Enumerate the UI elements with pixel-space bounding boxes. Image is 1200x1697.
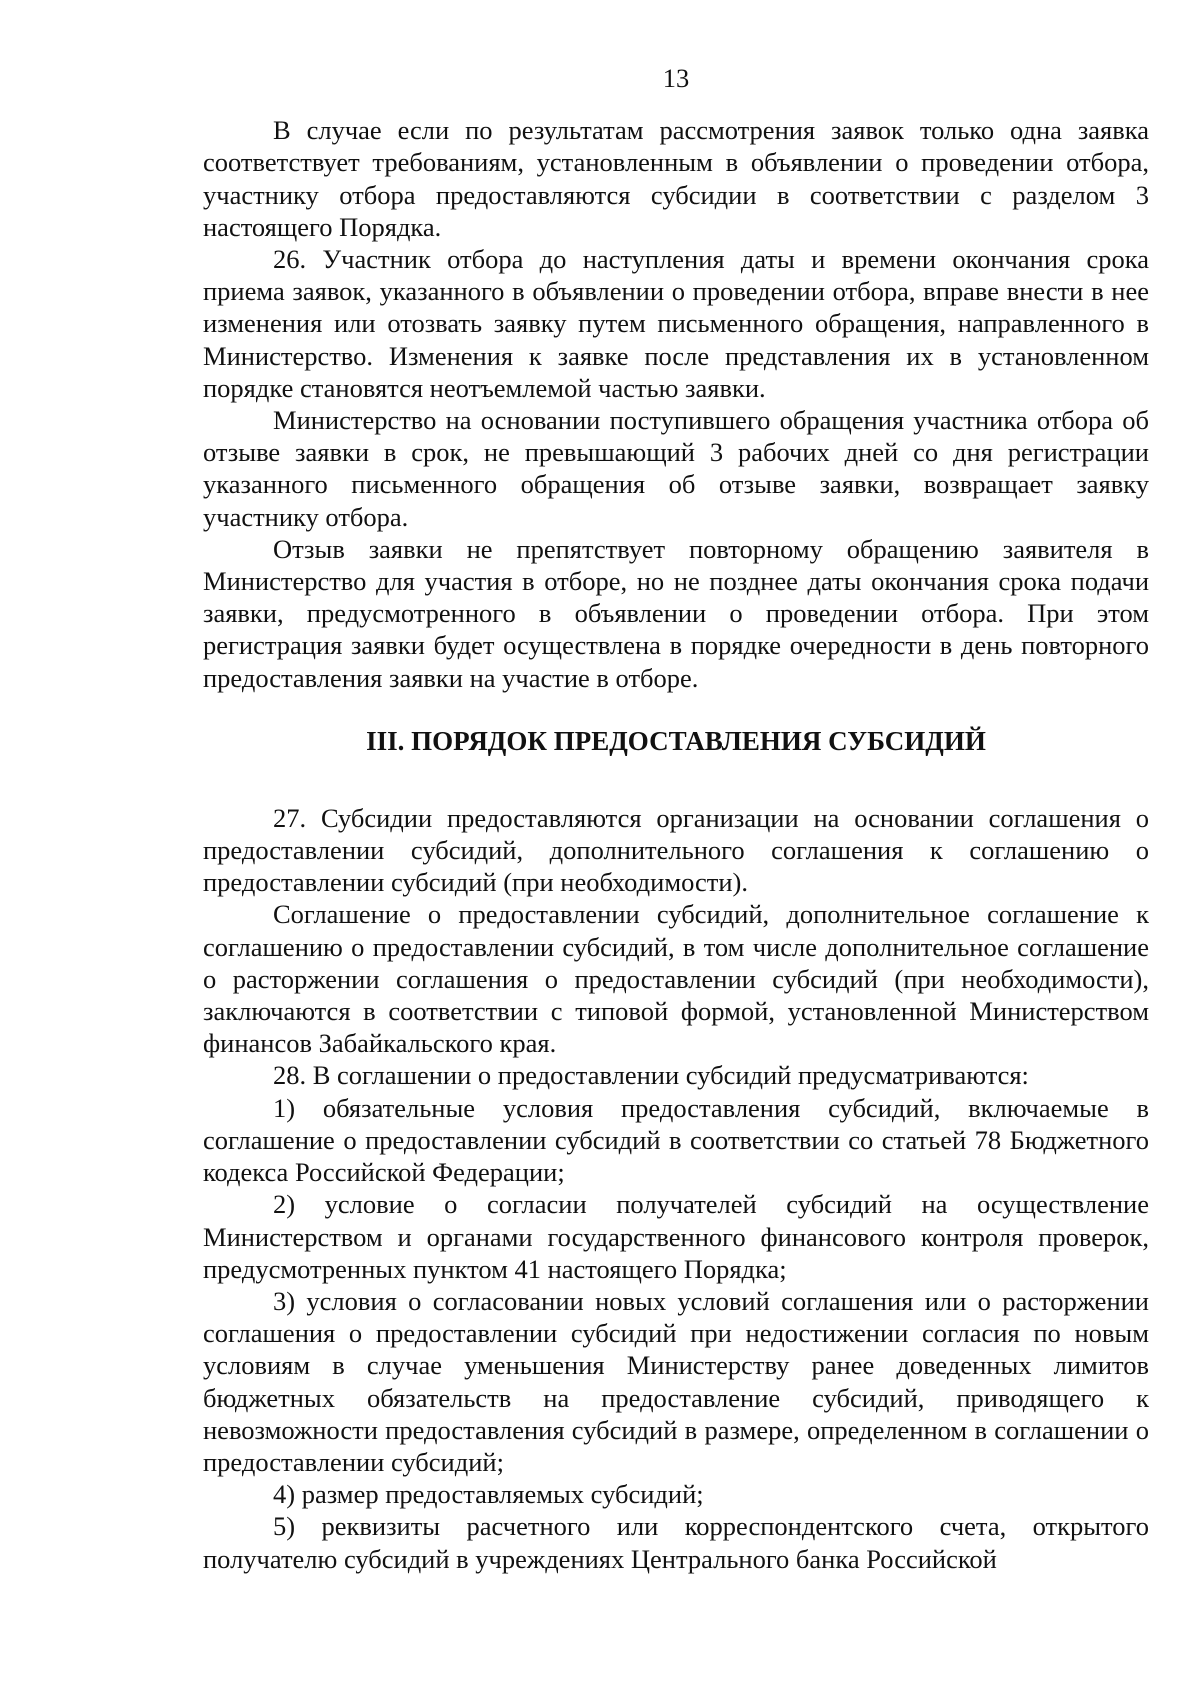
page-number: 13 (662, 63, 690, 93)
list-item: 1) обязательные условия предоставления субсидий, включаемые в соглашение о предоставлении субсидий в соответствии со статьей 78 Бюджетного кодекса Российской Федерации; (203, 1092, 1149, 1188)
list-item: 2) условие о согласии получателей субсидий на осуществление Министерством и органами государственного финансового контроля проверок, предусмотренных пунктом 41 настоящего Порядка; (203, 1189, 1149, 1284)
list-item: 4) размер предоставляемых субсидий; (273, 1479, 704, 1510)
paragraph: 26. Участник отбора до наступления даты и времени окончания срока приема заявок, указанного в объявлении о проведении отбора, вправе внести в нее изменения или отозвать заявку путем письменного обращения, направленного в Министерство. Изменения к заявке после представления их в установленном порядке становятся неотъемлемой частью заявки. (203, 244, 1149, 403)
section-heading: III. ПОРЯДОК ПРЕДОСТАВЛЕНИЯ СУБСИДИЙ (366, 725, 986, 756)
paragraph: В случае если по результатам рассмотрения заявок только одна заявка соответствует требованиям, установленным в объявлении о проведении отбора, участнику отбора предоставляются субсидии в соответствии с разделом 3 настоящего Порядка. (203, 115, 1149, 242)
paragraph: 27. Субсидии предоставляются организации на основании соглашения о предоставлении субсидий, дополнительного соглашения к соглашению о предоставлении субсидий (при необходимости). (203, 802, 1149, 898)
list-item: 5) реквизиты расчетного или корреспондентского счета, открытого получателю субсидий в учреждениях Центрального банка Российской (203, 1511, 1149, 1574)
paragraph: Соглашение о предоставлении субсидий, дополнительное соглашение к соглашению о предоставлении субсидий, в том числе дополнительное соглашение о расторжении соглашения о предоставлении субсидий (при необходимости), заключаются в соответствии с типовой формой, установленной Министерством финансов Забайкальского края. (203, 899, 1149, 1059)
paragraph: Отзыв заявки не препятствует повторному обращению заявителя в Министерство для участия в отборе, но не позднее даты окончания срока подачи заявки, предусмотренного в объявлении о проведении отбора. При этом регистрация заявки будет осуществлена в порядке очередности в день повторного предоставления заявки на участие в отборе. (203, 533, 1149, 693)
document-page (203, 62, 1149, 1575)
paragraph: Министерство на основании поступившего обращения участника отбора об отзыве заявки в срок, не превышающий 3 рабочих дней со дня регистрации указанного письменного обращения об отзыве заявки, возвращает заявку участнику отбора. (203, 405, 1149, 532)
list-item: 3) условия о согласовании новых условий соглашения или о расторжении соглашения о предоставлении субсидий при недостижении согласия по новым условиям в случае уменьшения Министерству ранее доведенных лимитов бюджетных обязательств на предоставление субсидий, приводящего к невозможности предоставления субсидий в размере, определенном в соглашении о предоставлении субсидий; (203, 1285, 1149, 1477)
paragraph: 28. В соглашении о предоставлении субсидий предусматриваются: (273, 1060, 1029, 1091)
